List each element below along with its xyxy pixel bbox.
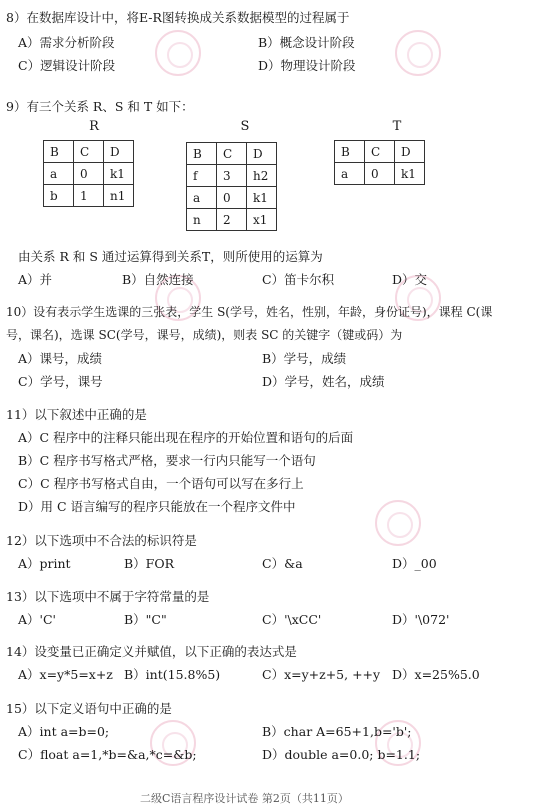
relation-t-title: T [392,119,402,134]
question-8-option-a[interactable]: A）需求分析阶段 [18,35,115,50]
question-13-option-c[interactable]: C）'\xCC' [262,612,322,627]
table-row [44,163,134,185]
question-13-stem: 13）以下选项中不属于字符常量的是 [6,589,210,604]
watermark-stamp [395,30,441,76]
question-11-option-a[interactable]: A）C 程序中的注释只能出现在程序的开始位置和语句的后面 [18,430,354,445]
table-cell: 2 [217,209,247,231]
question-15-option-b[interactable]: B）char A=65+1,b='b'; [262,724,412,739]
question-12-stem: 12）以下选项中不合法的标识符是 [6,533,197,548]
question-9-tail: 由关系 R 和 S 通过运算得到关系T，则所使用的运算为 [18,249,323,264]
question-10-option-a[interactable]: A）课号，成绩 [18,351,103,366]
table-header-row [44,141,134,163]
table-row [44,185,134,207]
table-cell: x1 [247,209,277,231]
question-8-option-b[interactable]: B）概念设计阶段 [258,35,355,50]
question-9-option-c[interactable]: C）笛卡尔积 [262,272,335,287]
question-8-option-c[interactable]: C）逻辑设计阶段 [18,58,116,73]
table-header-row [187,143,277,165]
table-row [187,165,277,187]
question-8-stem: 8）在数据库设计中，将E-R图转换成关系数据模型的过程属于 [6,10,350,25]
question-13-option-d[interactable]: D）'\072' [392,612,450,627]
question-15-option-a[interactable]: A）int a=b=0; [18,724,110,739]
table-header-cell: C [74,141,104,163]
question-12-option-a[interactable]: A）print [18,556,71,571]
table-cell: 0 [365,163,395,185]
relation-r-title: R [89,119,99,134]
table-cell: 0 [217,187,247,209]
table-cell: 1 [74,185,104,207]
table-header-cell: C [217,143,247,165]
table-cell: n1 [104,185,134,207]
question-12-option-c[interactable]: C）&a [262,556,303,571]
table-row [335,163,425,185]
watermark-stamp [375,500,421,546]
watermark-stamp [155,30,201,76]
question-10-option-d[interactable]: D）学号，姓名，成绩 [262,374,385,389]
table-header-cell: D [395,141,425,163]
table-cell: k1 [247,187,277,209]
question-15-option-c[interactable]: C）float a=1,*b=&a,*c=&b; [18,747,197,762]
question-10-stem-line-2: 号，课名)，选课 SC(学号，课号，成绩)，则表 SC 的关键字（键或码）为 [6,328,403,342]
question-11-stem: 11）以下叙述中正确的是 [6,407,147,422]
question-14-option-d[interactable]: D）x=25%5.0 [392,667,480,682]
table-header-cell: B [44,141,74,163]
question-11-option-d[interactable]: D）用 C 语言编写的程序只能放在一个程序文件中 [18,499,296,514]
table-cell: b [44,185,74,207]
table-header-cell: B [187,143,217,165]
question-11-option-b[interactable]: B）C 程序书写格式严格，要求一行内只能写一个语句 [18,453,316,468]
table-row [187,209,277,231]
table-cell: 0 [74,163,104,185]
page-footer: 二级C语言程序设计试卷 第2页（共11页） [140,792,349,805]
relation-s-table [186,142,277,231]
table-cell: 3 [217,165,247,187]
question-12-option-d[interactable]: D）_00 [392,556,437,571]
question-9-option-a[interactable]: A）并 [18,272,53,287]
question-10-option-c[interactable]: C）学号，课号 [18,374,103,389]
question-14-stem: 14）设变量已正确定义并赋值，以下正确的表达式是 [6,644,297,659]
question-8-option-d[interactable]: D）物理设计阶段 [258,58,356,73]
table-row [187,187,277,209]
question-13-option-a[interactable]: A）'C' [18,612,56,627]
table-header-row [335,141,425,163]
question-9-stem: 9）有三个关系 R、S 和 T 如下： [6,99,194,114]
question-11-option-c[interactable]: C）C 程序书写格式自由，一个语句可以写在多行上 [18,476,304,491]
table-cell: n [187,209,217,231]
table-cell: k1 [395,163,425,185]
relation-r-table [43,140,134,207]
relation-s-title: S [240,119,250,134]
table-cell: a [187,187,217,209]
question-12-option-b[interactable]: B）FOR [124,556,175,571]
question-10-option-b[interactable]: B）学号，成绩 [262,351,347,366]
question-10-stem-line-1: 10）设有表示学生选课的三张表，学生 S(学号，姓名，性别，年龄，身份证号)，课程 C(课 [6,305,493,319]
question-9-option-b[interactable]: B）自然连接 [122,272,194,287]
table-cell: a [335,163,365,185]
table-header-cell: B [335,141,365,163]
relation-t-table [334,140,425,185]
table-header-cell: D [104,141,134,163]
question-15-stem: 15）以下定义语句中正确的是 [6,701,172,716]
question-13-option-b[interactable]: B）"C" [124,612,167,627]
question-9-option-d[interactable]: D）交 [392,272,428,287]
table-cell: k1 [104,163,134,185]
question-14-option-c[interactable]: C）x=y+z+5, ++y [262,667,381,682]
question-14-option-b[interactable]: B）int(15.8%5) [124,667,221,682]
question-14-option-a[interactable]: A）x=y*5=x+z [18,667,113,682]
table-header-cell: C [365,141,395,163]
table-cell: h2 [247,165,277,187]
question-15-option-d[interactable]: D）double a=0.0; b=1.1; [262,747,421,762]
table-cell: f [187,165,217,187]
table-header-cell: D [247,143,277,165]
table-cell: a [44,163,74,185]
